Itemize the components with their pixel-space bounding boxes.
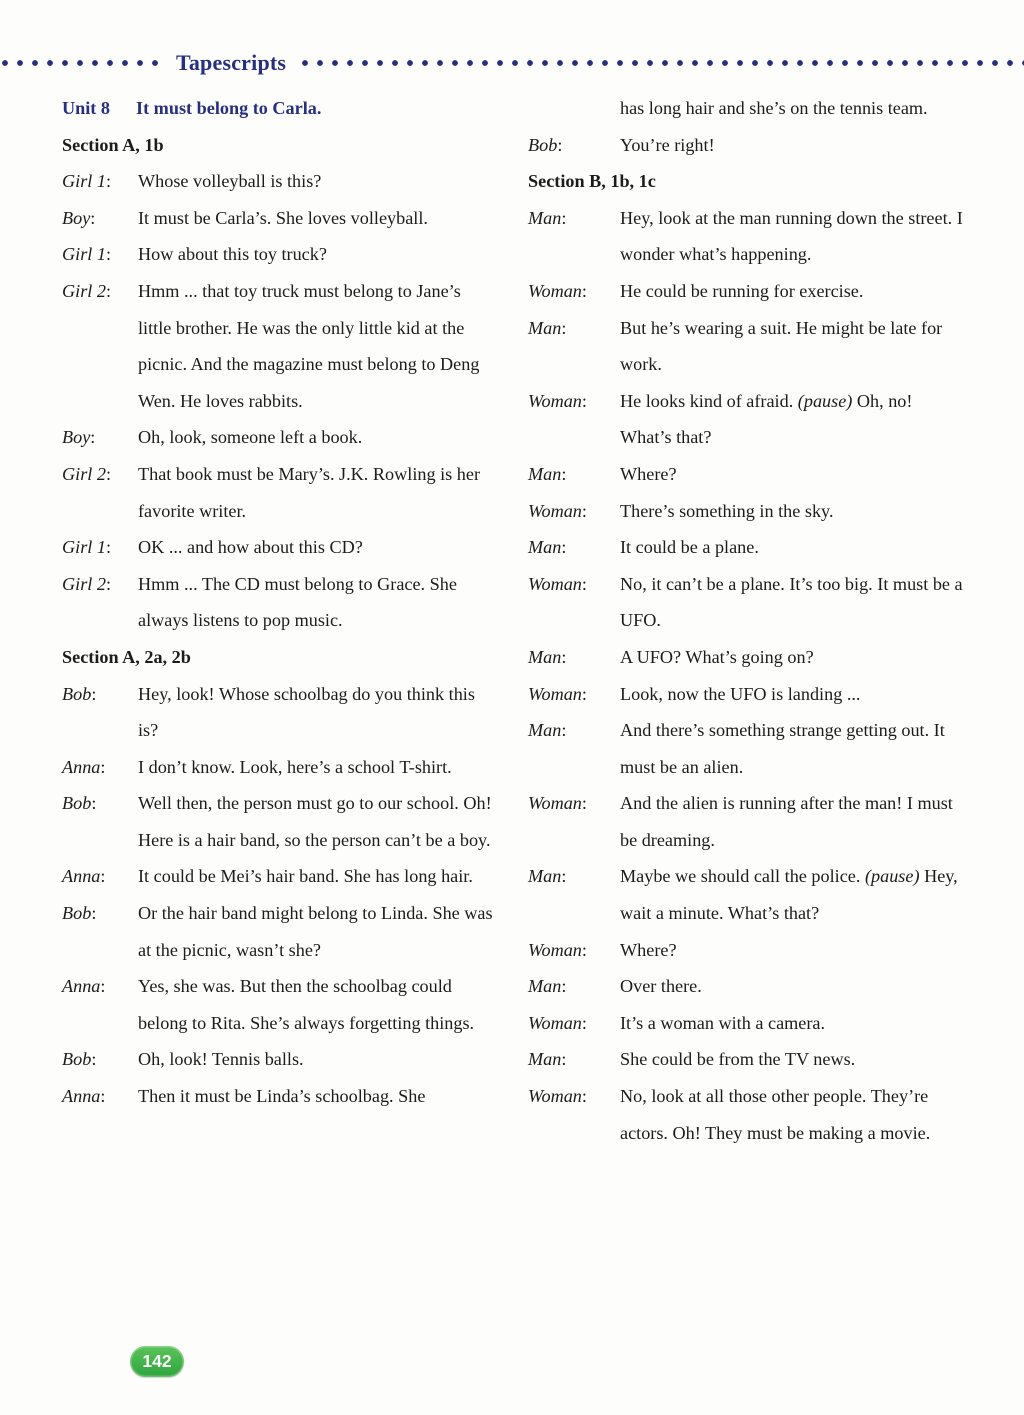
speech-text: And the alien is running after the man! I must be dreaming. xyxy=(620,793,953,850)
speech-text: It could be a plane. xyxy=(620,537,759,558)
dialogue-line xyxy=(62,749,494,786)
speaker-label: Girl 2: xyxy=(62,280,112,301)
speaker-label: Man: xyxy=(528,463,567,484)
speech-text: Hey, look! Whose schoolbag do you think this is? xyxy=(138,683,475,741)
dialogue-line xyxy=(62,968,494,1041)
dialogue-line xyxy=(528,310,968,383)
dialogue-line xyxy=(528,1005,968,1042)
speaker-label: Woman: xyxy=(528,793,587,814)
dialogue-line xyxy=(62,273,494,419)
speaker-label: Woman: xyxy=(528,683,587,704)
header xyxy=(0,0,1024,76)
speaker-label: Bob: xyxy=(62,1049,97,1070)
dialogue-line xyxy=(62,529,494,566)
speech-text: She could be from the TV news. xyxy=(620,1049,856,1070)
unit-heading xyxy=(62,90,494,127)
speech-text: It must be Carla’s. She loves volleyball. xyxy=(138,207,428,228)
speech-text: How about this toy truck? xyxy=(138,244,327,265)
speech-text: Whose volleyball is this? xyxy=(138,171,322,192)
dialogue-line xyxy=(528,676,968,713)
speaker-label: Woman: xyxy=(528,939,587,960)
unit-number: Unit 8 xyxy=(62,98,110,118)
left-column xyxy=(62,90,494,1151)
speaker-label: Anna: xyxy=(62,976,106,997)
speech-text: Oh, look, someone left a book. xyxy=(138,427,363,448)
speaker-label: Man: xyxy=(528,537,567,558)
speaker-label: Man: xyxy=(528,646,567,667)
dotted-rule-left-icon xyxy=(0,57,162,69)
dialogue-line xyxy=(528,456,968,493)
dialogue-line xyxy=(62,1041,494,1078)
speaker-label: Man: xyxy=(528,317,567,338)
dialogue-line xyxy=(528,712,968,785)
dialogue-line xyxy=(62,676,494,749)
speech-text: There’s something in the sky. xyxy=(620,500,834,521)
speaker-label: Girl 2: xyxy=(62,573,112,594)
speech-text: It could be Mei’s hair band. She has long hair. xyxy=(138,866,473,887)
speech-text: Hmm ... The CD must belong to Grace. She always listens to pop music. xyxy=(138,573,457,631)
speaker-label: Man: xyxy=(528,1049,567,1070)
speech-text: Look, now the UFO is landing ... xyxy=(620,683,861,704)
two-column-body xyxy=(0,76,1024,1151)
page-title: Tapescripts xyxy=(176,50,287,75)
dialogue-line xyxy=(62,456,494,529)
speaker-label: Girl 1: xyxy=(62,171,112,192)
dialogue-line xyxy=(62,200,494,237)
section-heading: Section B, 1b, 1c xyxy=(528,171,656,192)
section-heading: Section A, 2a, 2b xyxy=(62,646,191,667)
speaker-label: Anna: xyxy=(62,1086,106,1107)
speaker-label: Woman: xyxy=(528,500,587,521)
speech-text: I don’t know. Look, here’s a school T-shirt. xyxy=(138,756,452,777)
dialogue-line xyxy=(528,785,968,858)
right-column-blocks xyxy=(528,90,968,1151)
dialogue-line xyxy=(62,895,494,968)
dialogue-line xyxy=(528,493,968,530)
dialogue-line xyxy=(62,785,494,858)
speech-text: A UFO? What’s going on? xyxy=(620,646,814,667)
dialogue-line xyxy=(528,383,968,456)
speech-text: Or the hair band might belong to Linda. She was at the picnic, wasn’t she? xyxy=(138,903,493,960)
dialogue-line xyxy=(528,200,968,273)
dialogue-line xyxy=(62,163,494,200)
speech-text: No, it can’t be a plane. It’s too big. It must be a UFO. xyxy=(620,573,963,631)
speaker-label: Man: xyxy=(528,866,567,887)
dialogue-continuation xyxy=(528,90,968,127)
speech-text: Oh, look! Tennis balls. xyxy=(138,1049,304,1070)
speaker-label xyxy=(528,90,620,127)
speaker-label: Woman: xyxy=(528,1012,587,1033)
dialogue-line xyxy=(528,968,968,1005)
speech-text: OK ... and how about this CD? xyxy=(138,537,363,558)
speech-text: That book must be Mary’s. J.K. Rowling is her favorite writer. xyxy=(138,463,481,521)
unit-title: It must belong to Carla. xyxy=(136,98,322,118)
dialogue-line xyxy=(528,932,968,969)
speech-text: Where? xyxy=(620,939,677,960)
dialogue-line xyxy=(528,858,968,931)
speech-text: has long hair and she’s on the tennis team. xyxy=(620,98,928,118)
speaker-label: Bob: xyxy=(528,134,563,155)
left-column-blocks xyxy=(62,127,494,1115)
dialogue-line xyxy=(62,566,494,639)
speaker-label: Girl 1: xyxy=(62,537,112,558)
dialogue-line xyxy=(62,419,494,456)
speaker-label: Girl 1: xyxy=(62,244,112,265)
speaker-label: Man: xyxy=(528,976,567,997)
speaker-label: Man: xyxy=(528,720,567,741)
speaker-label: Boy: xyxy=(62,427,96,448)
speech-text: He could be running for exercise. xyxy=(620,280,864,301)
speech-text: Then it must be Linda’s schoolbag. She xyxy=(138,1086,426,1107)
right-column xyxy=(528,90,968,1151)
page-number-badge: 142 xyxy=(130,1346,184,1377)
speaker-label: Woman: xyxy=(528,573,587,594)
speech-text: Yes, she was. But then the schoolbag could belong to Rita. She’s always forgetting things. xyxy=(138,976,475,1033)
dialogue-line xyxy=(62,858,494,895)
dialogue-line xyxy=(62,236,494,273)
speaker-label: Woman: xyxy=(528,280,587,301)
speaker-label: Bob: xyxy=(62,683,97,704)
speaker-label: Bob: xyxy=(62,793,97,814)
dotted-rule-right-icon xyxy=(300,57,1024,69)
dialogue-line xyxy=(528,1041,968,1078)
speech-text: And there’s something strange getting out. It must be an alien. xyxy=(620,720,945,777)
speaker-label: Anna: xyxy=(62,756,106,777)
dialogue-line xyxy=(528,639,968,676)
speech-text: He looks kind of afraid. (pause) Oh, no! What’s that? xyxy=(620,390,913,448)
speaker-label: Girl 2: xyxy=(62,463,112,484)
speaker-label: Woman: xyxy=(528,390,587,411)
section-heading: Section A, 1b xyxy=(62,134,164,155)
dialogue-line xyxy=(62,1078,494,1115)
speech-text: Hey, look at the man running down the street. I wonder what’s happening. xyxy=(620,207,963,265)
speaker-label: Boy: xyxy=(62,207,96,228)
speaker-label: Woman: xyxy=(528,1086,587,1107)
speech-text: It’s a woman with a camera. xyxy=(620,1012,826,1033)
speech-text: Where? xyxy=(620,463,677,484)
speaker-label: Man: xyxy=(528,207,567,228)
speaker-label: Bob: xyxy=(62,903,97,924)
speech-text: Well then, the person must go to our school. Oh! Here is a hair band, so the person can’t be a boy. xyxy=(138,793,492,850)
speech-text: You’re right! xyxy=(620,134,715,155)
dialogue-line xyxy=(528,127,968,164)
speech-text: Over there. xyxy=(620,976,702,997)
dialogue-line xyxy=(528,1078,968,1151)
speech-text: Maybe we should call the police. (pause) Hey, wait a minute. What’s that? xyxy=(620,866,958,924)
speech-text: No, look at all those other people. They’re actors. Oh! They must be making a movie. xyxy=(620,1086,931,1143)
dialogue-line xyxy=(528,529,968,566)
speech-text: Hmm ... that toy truck must belong to Jane’s little brother. He was the only little kid at the picnic. And the magazine must belong to Deng Wen. He loves rabbits. xyxy=(138,280,480,411)
speech-text: But he’s wearing a suit. He might be late for work. xyxy=(620,317,943,375)
dialogue-line xyxy=(528,566,968,639)
dialogue-line xyxy=(528,273,968,310)
speaker-label: Anna: xyxy=(62,866,106,887)
